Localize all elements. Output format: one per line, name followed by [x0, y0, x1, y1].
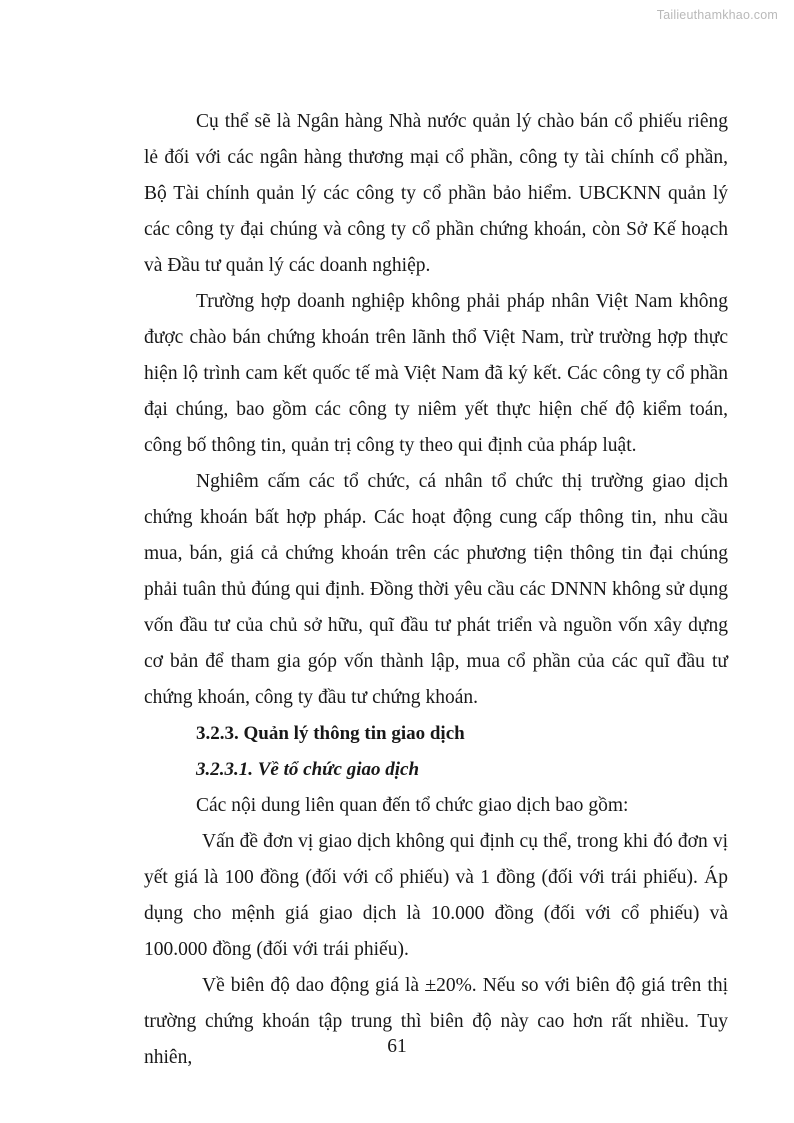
page-number: 61 — [387, 1036, 407, 1057]
paragraph-4: Các nội dung liên quan đến tổ chức giao dịch bao gồm: — [196, 795, 629, 816]
paragraph-1: Cụ thể sẽ là Ngân hàng Nhà nước quản lý chào bán cổ phiếu riêng lẻ đối với các ngân hàng thương mại cổ phần, công ty tài chính cổ phần, Bộ Tài chính quản lý các công ty cổ phần bảo hiểm. UBCKNN quản lý các công ty đại chúng và công ty cổ phần chứng khoán, còn Sở Kế hoạch và Đầu tư quản lý các doanh nghiệp. — [144, 111, 728, 276]
paragraph-6-lead-text: Về biên độ dao động giá là — [202, 975, 426, 996]
paragraph-2: Trường hợp doanh nghiệp không phải pháp nhân Việt Nam không được chào bán chứng khoán trên lãnh thổ Việt Nam, trừ trường hợp thực hiện lộ trình cam kết quốc tế mà Việt Nam đã ký kết. Các công ty cổ phần đại chúng, bao gồm các công ty niêm yết thực hiện chế độ kiểm toán, công bố thông tin, quản trị công ty theo qui định của pháp luật. — [144, 291, 728, 456]
section-heading-3-2-3-1: 3.2.3.1. Về tổ chức giao dịch — [196, 759, 420, 780]
plus-minus-symbol: + — [425, 975, 437, 996]
paragraph-5: Vấn đề đơn vị giao dịch không qui định cụ thể, trong khi đó đơn vị yết giá là 100 đồng (đối với cổ phiếu) và 1 đồng (đối với trái phiếu). Áp dụng cho mệnh giá giao dịch là 10.000 đồng (đối với cổ phiếu) và 100.000 đồng (đối với trái phiếu). — [144, 831, 728, 960]
paragraph-3: Nghiêm cấm các tổ chức, cá nhân tổ chức thị trường giao dịch chứng khoán bất hợp pháp. Các hoạt động cung cấp thông tin, nhu cầu mua, bán, giá cả chứng khoán trên các phương tiện thông tin đại chúng phải tuân thủ đúng qui định. Đồng thời yêu cầu các DNNN không sử dụng vốn đầu tư của chủ sở hữu, quĩ đầu tư phát triển và nguồn vốn xây dựng cơ bản để tham gia góp vốn thành lập, mua cổ phần của các quĩ đầu tư chứng khoán, công ty đầu tư chứng khoán. — [144, 471, 728, 708]
paragraph-6-trail-text: 20%. Nếu so với biên độ giá trên thị trường chứng khoán tập trung thì biên độ này cao hơn rất nhiều. Tuy nhiên, — [144, 975, 729, 1068]
page-content-area — [144, 104, 728, 1076]
section-heading-3-2-3: 3.2.3. Quản lý thông tin giao dịch — [196, 723, 465, 744]
watermark-text: Tailieuthamkhao.com — [656, 8, 778, 22]
